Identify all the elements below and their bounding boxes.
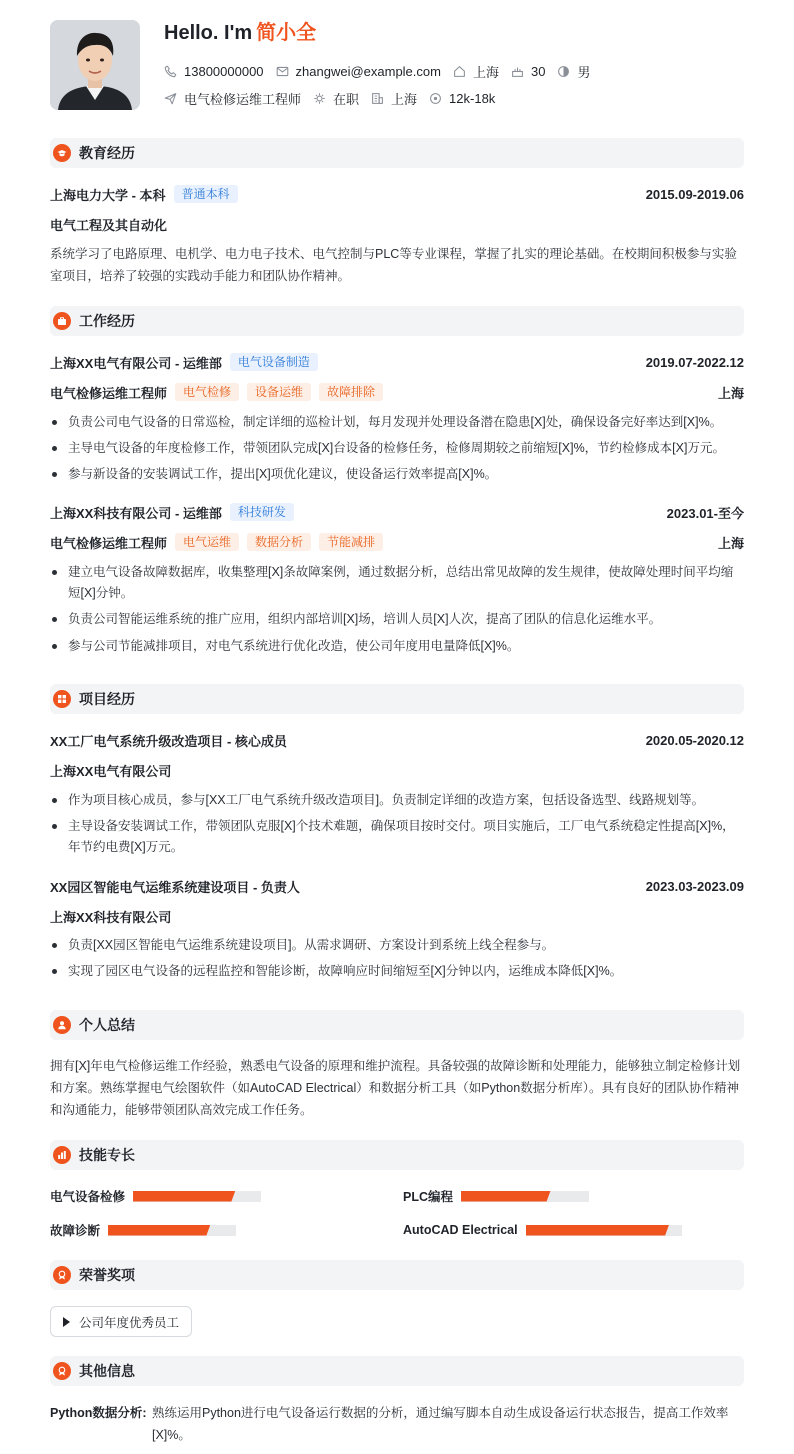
email-value: zhangwei@example.com <box>295 64 441 79</box>
phone-icon <box>164 65 177 78</box>
job-intent-row <box>164 89 507 108</box>
section-work-header <box>50 306 744 336</box>
skill-level-bar <box>133 1191 261 1202</box>
education-entry-header <box>50 184 744 204</box>
work-skill-tag: 节能减排 <box>319 533 383 551</box>
age-item <box>511 64 545 79</box>
work-city: 上海 <box>717 535 744 551</box>
education-period: 2015.09-2019.06 <box>645 186 744 202</box>
major-name: 电气工程及其自动化 <box>50 217 168 233</box>
location-item <box>453 62 499 81</box>
work-skill-tag: 设备运维 <box>247 383 311 401</box>
project-title: XX园区智能电气运维系统建设项目 - 负责人 <box>50 879 300 895</box>
skill-level-fill <box>461 1191 551 1202</box>
skill-item <box>403 1186 589 1206</box>
section-honors-title: 荣誉奖项 <box>79 1267 135 1283</box>
work-skill-tag: 电气运维 <box>175 533 239 551</box>
section-other-title: 其他信息 <box>79 1363 135 1379</box>
bar-chart-icon <box>53 1146 71 1164</box>
target-city-item <box>371 89 417 108</box>
target-position-item <box>164 89 301 108</box>
skill-level-fill <box>133 1191 235 1202</box>
work-industry-tag: 电气设备制造 <box>230 353 318 371</box>
skill-name: AutoCAD Electrical <box>403 1223 518 1237</box>
skill-name: 电气设备检修 <box>50 1190 126 1204</box>
work-skill-tag: 数据分析 <box>247 533 311 551</box>
avatar <box>50 20 140 110</box>
section-summary-header <box>50 1010 744 1040</box>
skill-name: PLC编程 <box>403 1190 454 1204</box>
work-industry-tag: 科技研发 <box>230 503 294 521</box>
section-skills-header <box>50 1140 744 1170</box>
project-1-header <box>50 730 744 750</box>
person-icon <box>53 1016 71 1034</box>
home-icon <box>453 65 466 78</box>
project-bullet: 负责[XX园区智能电气运维系统建设项目]。从需求调研、方案设计到系统上线全程参与。 <box>50 935 744 956</box>
grid-icon <box>53 690 71 708</box>
project-2-header <box>50 876 744 896</box>
work-skill-tag: 故障排除 <box>319 383 383 401</box>
mail-icon <box>276 65 289 78</box>
skill-level-fill <box>526 1225 670 1236</box>
other-info-value: 熟练运用Python进行电气设备运行数据的分析，通过编写脚本自动生成设备运行状态报告，提高工作效率[X]%。 <box>152 1406 729 1442</box>
education-major-row <box>50 214 744 234</box>
gender-icon <box>557 65 570 78</box>
skill-level-fill <box>108 1225 210 1236</box>
project-title: XX工厂电气系统升级改造项目 - 核心成员 <box>50 733 287 749</box>
work-skill-tag: 电气检修 <box>175 383 239 401</box>
work-entry-1-header <box>50 352 744 372</box>
cake-icon <box>511 65 524 78</box>
send-icon <box>164 92 177 105</box>
work-company: 上海XX科技有限公司 - 运维部 <box>50 505 222 521</box>
gender-item <box>557 62 590 81</box>
honor-item[interactable] <box>50 1306 192 1337</box>
candidate-name: 简小全 <box>256 22 317 44</box>
gender-value: 男 <box>577 65 591 80</box>
project-bullet: 主导设备安装调试工作，带领团队克服[X]个技术难题，确保项目按时交付。项目实施后，工厂电气系统稳定性提高[X]%，年节约电费[X]万元。 <box>50 816 744 858</box>
work-entry-1-position-row <box>50 382 744 402</box>
work-bullet: 参与新设备的安装调试工作，提出[X]项优化建议，使设备运行效率提高[X]%。 <box>50 464 744 485</box>
project-company: 上海XX电气有限公司 <box>50 763 172 779</box>
work-bullet: 负责公司电气设备的日常巡检，制定详细的巡检计划，每月发现并处理设备潜在隐患[X]处，确保设备完好率达到[X]%。 <box>50 412 744 433</box>
section-summary-title: 个人总结 <box>79 1017 135 1033</box>
salary-item <box>429 91 495 106</box>
section-other-header <box>50 1356 744 1386</box>
work-bullet: 建立电气设备故障数据库，收集整理[X]条故障案例，通过数据分析，总结出常见故障的发生规律，使故障处理时间平均缩短[X]分钟。 <box>50 562 744 604</box>
project-bullet: 作为项目核心成员，参与[XX工厂电气系统升级改造项目]。负责制定详细的改造方案，包括设备选型、线路规划等。 <box>50 790 744 811</box>
skill-item <box>50 1186 261 1206</box>
section-education-title: 教育经历 <box>79 145 135 161</box>
work-bullet: 负责公司智能运维系统的推广应用，组织内部培训[X]场，培训人员[X]人次，提高了团队的信息化运维水平。 <box>50 609 744 630</box>
work-city: 上海 <box>717 385 744 401</box>
resume-header <box>50 20 744 112</box>
greeting-title <box>164 20 316 46</box>
status-item <box>313 89 359 108</box>
skill-level-bar <box>108 1225 236 1236</box>
project-company: 上海XX科技有限公司 <box>50 909 172 925</box>
phone-value: 13800000000 <box>184 64 264 79</box>
project-1-company-row <box>50 760 744 780</box>
skill-name: 故障诊断 <box>50 1224 101 1238</box>
target-position-value: 电气检修运维工程师 <box>184 92 302 107</box>
status-icon <box>313 92 326 105</box>
work-entry-2-header <box>50 502 744 522</box>
coin-icon <box>429 92 442 105</box>
skill-level-bar <box>526 1225 682 1236</box>
section-projects-title: 项目经历 <box>79 691 135 707</box>
contact-row <box>164 62 602 81</box>
work-period: 2019.07-2022.12 <box>645 354 744 370</box>
other-info-label: Python数据分析: <box>50 1406 147 1420</box>
work-period: 2023.01-至今 <box>666 505 744 521</box>
section-education-header <box>50 138 744 168</box>
section-skills-title: 技能专长 <box>79 1147 135 1163</box>
target-city-value: 上海 <box>391 92 418 107</box>
work-bullet: 主导电气设备的年度检修工作，带领团队完成[X]台设备的检修任务，检修周期较之前缩短[X]%，节约检修成本[X]万元。 <box>50 438 744 459</box>
building-icon <box>371 92 384 105</box>
medal-icon <box>53 1266 71 1284</box>
project-bullet: 实现了园区电气设备的远程监控和智能诊断，故障响应时间缩短至[X]分钟以内，运维成本降低[X]%。 <box>50 961 744 982</box>
education-description: 系统学习了电路原理、电机学、电力电子技术、电气控制与PLC等专业课程，掌握了扎实的理论基础。在校期间积极参与实验室项目，培养了较强的实践动手能力和团队协作精神。 <box>50 247 737 283</box>
briefcase-icon <box>53 312 71 330</box>
work-company: 上海XX电气有限公司 - 运维部 <box>50 355 222 371</box>
project-2-company-row <box>50 906 744 926</box>
work-entry-2-position-row <box>50 532 744 552</box>
school-name: 上海电力大学 - 本科 <box>50 187 166 203</box>
section-honors-header <box>50 1260 744 1290</box>
project-period: 2020.05-2020.12 <box>645 732 744 748</box>
summary-text: 拥有[X]年电气检修运维工作经验，熟悉电气设备的原理和维护流程。具备较强的故障诊断和处理能力，能够独立制定检修计划和方案。熟练掌握电气绘图软件（如AutoCAD Electrical）和数据分析工具（如Python数据分析库）。具有良好的团队协作精神和沟通能力，能够带领团队高效完成工作任务。 <box>50 1059 741 1117</box>
location-value: 上海 <box>472 65 499 80</box>
project-period: 2023.03-2023.09 <box>645 878 744 894</box>
greeting-text: Hello. I'm <box>164 22 253 44</box>
section-work-title: 工作经历 <box>79 313 135 329</box>
work-bullet: 参与公司节能减排项目，对电气系统进行优化改造，使公司年度用电量降低[X]%。 <box>50 636 744 657</box>
status-value: 在职 <box>333 92 360 107</box>
play-icon <box>63 1317 70 1327</box>
age-value: 30 <box>530 64 546 79</box>
honor-name: 公司年度优秀员工 <box>79 1315 180 1330</box>
work-position: 电气检修运维工程师 <box>50 535 168 551</box>
phone-item[interactable] <box>164 64 264 79</box>
skill-item <box>50 1220 236 1240</box>
medal-icon <box>53 1362 71 1380</box>
skill-level-bar <box>461 1191 589 1202</box>
education-type-tag: 普通本科 <box>174 185 238 203</box>
graduation-cap-icon <box>53 144 71 162</box>
work-position: 电气检修运维工程师 <box>50 385 168 401</box>
email-item[interactable] <box>276 64 441 79</box>
other-info-item <box>50 1402 744 1446</box>
salary-value: 12k-18k <box>449 91 496 106</box>
section-projects-header <box>50 684 744 714</box>
skill-item <box>403 1220 682 1240</box>
